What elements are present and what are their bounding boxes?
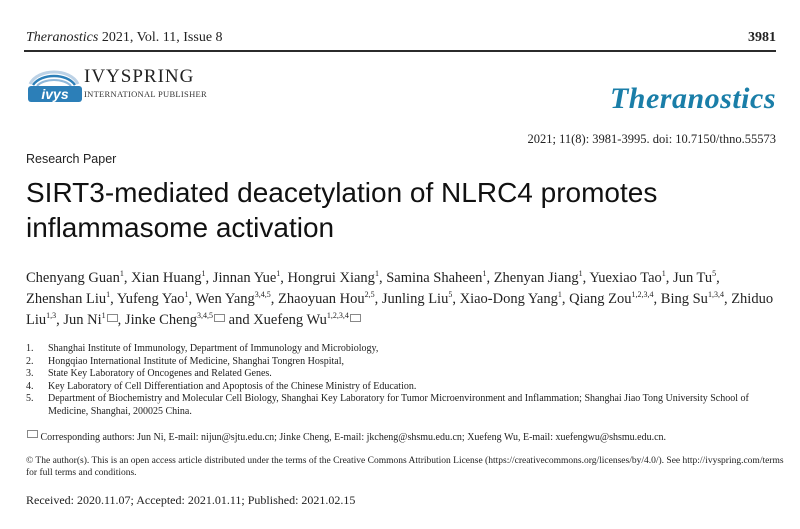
author-affiliation-marker: 1 xyxy=(374,269,379,279)
author xyxy=(382,291,452,307)
author xyxy=(26,270,124,286)
running-header xyxy=(26,30,223,46)
author-affiliation-marker: 1 xyxy=(578,269,583,279)
article-title: SIRT3-mediated deacetylation of NLRC4 promotes inflammasome activation xyxy=(26,177,658,243)
theranostics-logo: Theranostics xyxy=(609,82,776,115)
author xyxy=(196,291,271,307)
author-affiliation-marker: 1,3 xyxy=(46,311,57,321)
author-affiliation-marker: 1,3,4 xyxy=(707,290,724,300)
author-name: Zhenshan Liu xyxy=(26,291,107,307)
mail-icon xyxy=(27,430,38,438)
license-notice: © The author(s). This is an open access article distributed under the terms of the Creative Commons Attribution License (https://creativecommons.org/licenses/by/4.0/). See http://ivyspring.com/terms for full terms and conditions. xyxy=(26,456,784,478)
author xyxy=(386,270,486,286)
author-name: Samina Shaheen xyxy=(386,270,483,286)
author-name: Zhaoyuan Hou xyxy=(278,291,365,307)
affiliation-number: 5. xyxy=(26,393,34,404)
author xyxy=(288,270,379,286)
affiliation-item xyxy=(26,368,786,381)
author-name: Zhenyan Jiang xyxy=(493,270,579,286)
author-name: Yuexiao Tao xyxy=(589,270,662,286)
citation-doi: 2021; 11(8): 3981-3995. doi: 10.7150/thno.55573 xyxy=(527,132,776,146)
author-name: Jinnan Yue xyxy=(212,270,277,286)
mail-icon xyxy=(214,314,225,322)
author xyxy=(26,291,110,307)
journal-issue: 2021, Vol. 11, Issue 8 xyxy=(101,30,223,45)
author-affiliation-marker: 1 xyxy=(106,290,111,300)
affiliation-number: 4. xyxy=(26,380,34,392)
author xyxy=(278,291,375,307)
ivyspring-logo-text: ivys xyxy=(41,86,69,102)
affiliation-item xyxy=(26,356,786,369)
author xyxy=(494,270,583,286)
author-list: Chenyang Guan$^1$, Xian Huang$^1$, Jinnan Yue$^1$, Hongrui Xiang$^1$, Samina Shaheen$^1$, Zhenyan Jiang$^1$, Yuexiao Tao$^1$, Jun Tu$^5$, Zhenshan Liu$^1$, Yufeng Yao$^1$, Wen Yang$^{3,4,5}$, Zhaoyuan Hou$^{2,5}$, Junling Liu$^5$, Xiao-Dong Yang$^1$, Qiang Zou$^{1,2,3,4}$, Bing Su$^{1,3,4}$, Zhiduo Liu$^{1,3}$, Jun Ni$^1$ , Jinke Cheng$^{3,4,5}$ and Xuefeng Wu$^{1,2,3,4}$ xyxy=(26,269,774,328)
article-dates: Received: 2020.11.07; Accepted: 2021.01.11; Published: 2021.02.15 xyxy=(26,493,356,507)
author xyxy=(63,312,117,328)
author-name: Jinke Cheng xyxy=(124,312,198,328)
author xyxy=(673,270,716,286)
article-type: Research Paper xyxy=(26,152,117,166)
author-name: Xian Huang xyxy=(131,270,202,286)
affiliation-number: 1. xyxy=(26,343,34,354)
author xyxy=(125,312,225,328)
author xyxy=(460,291,562,307)
author xyxy=(253,312,361,328)
author-affiliation-marker: 2,5 xyxy=(364,290,375,300)
affiliation-item xyxy=(26,393,786,418)
corresponding-text: Corresponding authors: Jun Ni, E-mail: nijun@sjtu.edu.cn; Jinke Cheng, E-mail: jkcheng@shsmu.edu.cn; Xuefeng Wu, E-mail: xuefengwu@shsmu.edu.cn. xyxy=(40,432,667,443)
affiliation-number: 3. xyxy=(26,368,34,379)
author-affiliation-marker: 1 xyxy=(557,290,562,300)
affiliation-text: State Key Laboratory of Oncogenes and Related Genes. xyxy=(48,368,272,379)
affiliation-number: 2. xyxy=(26,355,34,367)
affiliation-text: Department of Biochemistry and Molecular Cell Biology, Shanghai Key Laboratory for Tumor Microenvironment and Inflammation; Shanghai Jiao Tong University School of Medicine, Shanghai, 200025 China. xyxy=(48,393,749,417)
author-affiliation-marker: 3,4,5 xyxy=(254,290,271,300)
author-affiliation-marker: 1 xyxy=(276,269,281,279)
author xyxy=(569,291,653,307)
author-name: Chenyang Guan xyxy=(26,270,120,286)
author-affiliation-marker: 1,2,3,4 xyxy=(631,290,654,300)
author-affiliation-marker: 1 xyxy=(101,311,106,321)
author xyxy=(589,270,665,286)
mail-icon xyxy=(107,314,118,322)
author-affiliation-marker: 5 xyxy=(448,290,453,300)
author-name: Wen Yang xyxy=(195,291,255,307)
author-name: Yufeng Yao xyxy=(116,291,185,307)
affiliation-item xyxy=(26,343,786,356)
author-affiliation-marker: 1 xyxy=(119,269,124,279)
author-affiliation-marker: 5 xyxy=(712,269,717,279)
affiliation-list xyxy=(26,343,786,418)
author-affiliation-marker: 1,2,3,4 xyxy=(326,311,349,321)
author xyxy=(213,270,281,286)
author-affiliation-marker: 1 xyxy=(184,290,189,300)
author-name: Junling Liu xyxy=(381,291,449,307)
corresponding-authors xyxy=(26,430,786,443)
author-name: Jun Ni xyxy=(63,312,102,328)
author-affiliation-marker: 1 xyxy=(201,269,206,279)
author-name: Xiao-Dong Yang xyxy=(459,291,558,307)
page-number: 3981 xyxy=(748,30,776,45)
author-name: Hongrui Xiang xyxy=(287,270,375,286)
author xyxy=(661,291,724,307)
author-name: Jun Tu xyxy=(673,270,713,286)
author xyxy=(117,291,189,307)
author-affiliation-marker: 1 xyxy=(661,269,666,279)
author-name: Xuefeng Wu xyxy=(253,312,327,328)
mail-icon xyxy=(350,314,361,322)
affiliation-text: Key Laboratory of Cell Differentiation and Apoptosis of the Chinese Ministry of Education. xyxy=(48,380,417,392)
affiliation-text: Hongqiao International Institute of Medicine, Shanghai Tongren Hospital, xyxy=(48,355,344,367)
author-name: Qiang Zou xyxy=(569,291,632,307)
author xyxy=(131,270,205,286)
author-affiliation-marker: 3,4,5 xyxy=(197,311,214,321)
author-name: Zhiduo Liu xyxy=(26,291,774,328)
author-affiliation-marker: 1 xyxy=(482,269,487,279)
header-rule xyxy=(24,50,776,52)
publisher-subtitle: INTERNATIONAL PUBLISHER xyxy=(84,89,207,99)
publisher-name: IVYSPRING xyxy=(84,66,195,87)
journal-name: Theranostics xyxy=(26,30,99,45)
affiliation-item xyxy=(26,381,786,394)
affiliation-text: Shanghai Institute of Immunology, Department of Immunology and Microbiology, xyxy=(48,343,379,354)
author-name: Bing Su xyxy=(660,291,708,307)
